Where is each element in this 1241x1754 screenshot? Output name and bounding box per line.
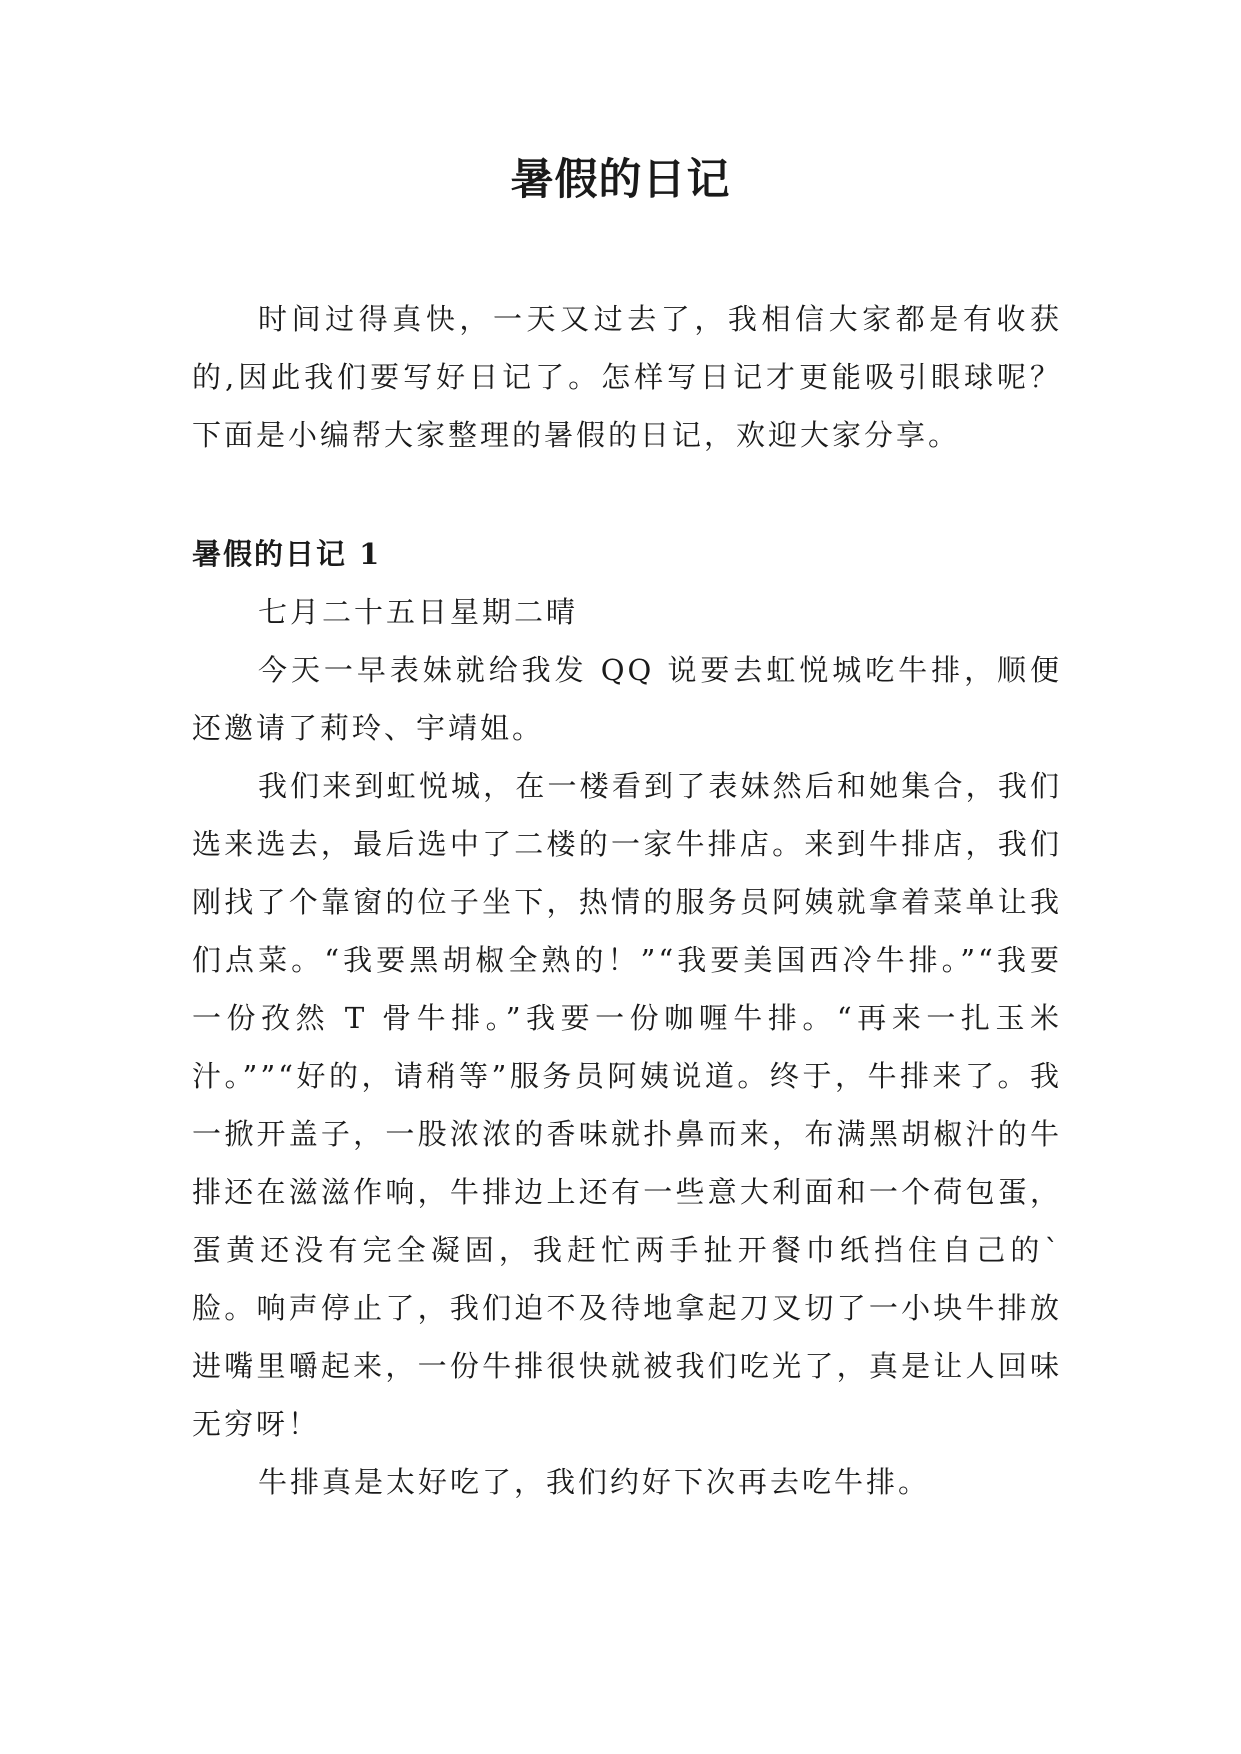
diary-paragraph: 今天一早表妹就给我发 QQ 说要去虹悦城吃牛排，顺便还邀请了莉玲、宇靖姐。: [192, 653, 1062, 745]
diary-paragraph: 我们来到虹悦城，在一楼看到了表妹然后和她集合，我们选来选去，最后选中了二楼的一家牛排店。来到牛排店，我们刚找了个靠窗的位子坐下，热情的服务员阿姨就拿着菜单让我们点菜。“我要黑胡椒全熟的！”“我要美国西冷牛排。”“我要一份孜然 T 骨牛排。”我要一份咖喱牛排。“再来一扎玉米汁。””“好的，请稍等”服务员阿姨说道。终于，牛排来了。我一掀开盖子，一股浓浓的香味就扑鼻而来，布满黑胡椒汁的牛排还在滋滋作响，牛排边上还有一些意大利面和一个荷包蛋，蛋黄还没有完全凝固，我赶忙两手扯开餐巾纸挡住自己的`脸。响声停止了，我们迫不及待地拿起刀叉切了一小块牛排放进嘴里嚼起来，一份牛排很快就被我们吃光了，真是让人回味无穷呀！: [192, 769, 1062, 1441]
section-heading: 暑假的日记 1: [192, 537, 382, 571]
diary-date-line: 七月二十五日星期二晴: [258, 595, 579, 629]
diary-body: [192, 583, 1062, 1511]
document-title: 暑假的日记: [510, 155, 731, 205]
intro-paragraph: 时间过得真快，一天又过去了，我相信大家都是有收获的,因此我们要写好日记了。怎样写日记才更能吸引眼球呢？下面是小编帮大家整理的暑假的日记，欢迎大家分享。: [192, 302, 1062, 452]
diary-paragraph: 牛排真是太好吃了，我们约好下次再去吃牛排。: [258, 1465, 931, 1499]
